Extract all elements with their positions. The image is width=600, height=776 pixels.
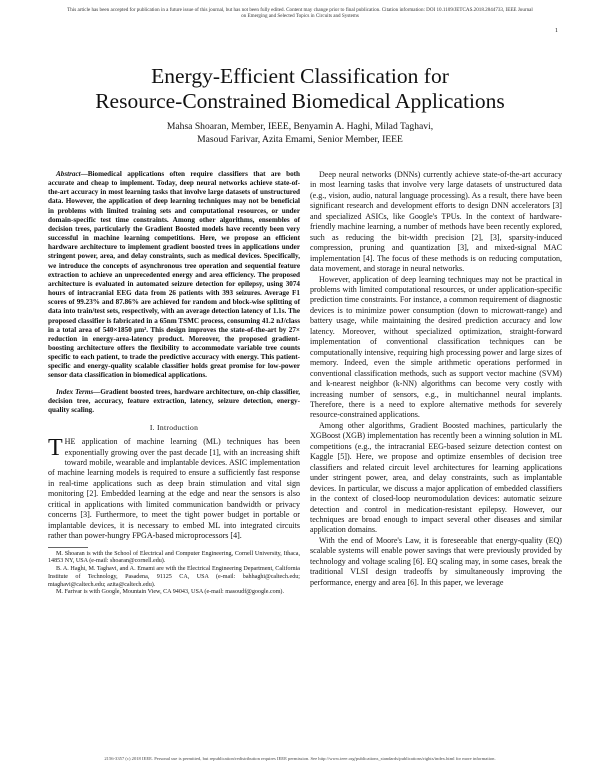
paragraph-constraints: However, application of deep learning techniques may not be practical in problems with limited computational resources, or under application-specific prediction time constraints. For instance, a common requirement of diagnostic devices is to minimize power consumption (down to microwatt-range) and battery usage, while maintaining the desired prediction accuracy and low latency. Moreover, without specialized optimization, straight-forward implementation of conventional classification techniques can be computationally intensive, requiring high processing power and large sizes of memory. Indeed, even the simple arithmetic operations performed in conventional classification methods, such as support vector machine (SVM) and k-nearest neighbor (k-NN) algorithms can become very costly with increasing number of sensors, e.g., in multichannel neural implants. Therefore, there is a need to explore alternative methods for severely resource-constrained applications. <box>310 274 562 420</box>
footnote-3: M. Farivar is with Google, Mountain View, CA 94043, USA (e-mail: masoudf@google.com). <box>56 589 284 596</box>
index-terms-label: Index Terms <box>56 387 94 396</box>
intro-paragraph-1 <box>48 437 300 542</box>
paragraph-energy-quality: With the end of Moore's Law, it is foreseeable that energy-quality (EQ) scalable systems will enable power savings that were previously provided by technology and voltage scaling [6]. EQ scaling may, in some cases, break the traditional VLSI design tradeoffs by simultaneously improving the performance, energy and area [6]. In this paper, we leverage <box>310 535 562 587</box>
section-heading-introduction: I. Introduction <box>149 423 199 433</box>
running-header-line-1: This article has been accepted for publication in a future issue of this journal, but has not been fully edited. Content may change prior to final publication. Citation information: DOI 10.1109/JETCAS.2018.2844733, IEEE Journal <box>67 7 533 13</box>
paragraph-dnn: Deep neural networks (DNNs) currently achieve state-of-the-art accuracy in most learning tasks that involve very large datasets of unstructured data (e.g., vision, audio, natural language processing). As a result, there have been significant research and development efforts to design DNN accelerators [3] and specialized ASICs, like Google's TPUs. In the context of hardware-friendly machine learning, a number of methods have been recently explored, such as reducing the bit-width precision [2], [3], sparsity-induced compression, pruning and quantization [3], and mixed-signal MAC implementation [4]. The focus of these methods is on reducing computation, data movement, and storage in neural networks. <box>310 170 562 274</box>
intro-first-word: HE <box>64 437 76 447</box>
running-header-line-2: on Emerging and Selected Topics in Circuits and Systems <box>241 13 359 20</box>
running-header <box>40 7 560 20</box>
abstract-label: Abstract <box>56 170 81 178</box>
author-line-1: Mahsa Shoaran, Member, IEEE, Benyamin A. Haghi, Milad Taghavi, <box>166 121 434 132</box>
left-column <box>48 170 300 597</box>
footnote-1: M. Shoaran is with the School of Electrical and Computer Engineering, Cornell University, Ithaca, 14853 NY, USA (e-mail: shoaran@cornell.edu). <box>48 550 300 565</box>
footnote-2: B. A. Haghi, M. Taghavi, and A. Emami are with the Electrical Engineering Department, California Institute of Technology, Pasadena, 91125 CA, USA (e-mail: bahhaghi@caltech.edu; mtaghavi@caltech.edu; azita@caltech.edu). <box>48 566 300 588</box>
paper-title <box>40 64 560 114</box>
intro-paragraph-1-text: application of machine learning (ML) techniques has been exponentially growing over the past decade [1], with an increasing shift toward mobile, wearable and implantable devices. ASIC implementation of machine learning models is required to ensure a sufficiently fast response in real-time applications such as deep brain stimulation and vital sign monitoring [2]. Embedded learning at the edge and near the sensors is also critical in applications with limited communication bandwidth or privacy concerns [3]. Furthermore, to meet the tight power budget in portable or implantable devices, it is necessary to embed ML into integrated circuits rather than power-hungry FPGA-based microprocessors [4]. <box>48 437 300 541</box>
drop-cap: T <box>48 435 63 462</box>
index-terms-text: —Gradient boosted trees, hardware architecture, on-chip classifier, decision tree, accuracy, feature extraction, latency, seizure detection, energy-quality scaling. <box>48 387 301 414</box>
copyright-footer: 2156-3357 (c) 2018 IEEE. Personal use is permitted, but republication/redistribution requires IEEE permission. See http://www.ieee.org/publications_standards/publications/rights/index.html for more information. <box>104 756 496 761</box>
index-terms <box>48 388 300 415</box>
footnote-divider <box>48 547 88 548</box>
paper-title-line-1: Energy-Efficient Classification for <box>151 64 449 88</box>
right-column <box>310 170 562 588</box>
author-line-2: Masoud Farivar, Azita Emami, Senior Member, IEEE <box>197 134 403 145</box>
abstract <box>48 170 300 381</box>
author-list <box>40 120 560 146</box>
page-number: 1 <box>555 28 558 34</box>
paper-title-line-2: Resource-Constrained Biomedical Applications <box>95 89 505 113</box>
paragraph-gradient-boosting: Among other algorithms, Gradient Boosted machines, particularly the XGBoost (XGB) implementation has recently been a winning solution in ML competitions (e.g., the intracranial EEG-based seizure detection contest on Kaggle [5]). Here, we propose and optimize ensembles of decision tree classifiers and related circuit level architectures for learning applications under stringent power, area, and delay constraints, such as implantable devices. In particular, we discuss a major application of embedded classifiers in the context of closed-loop neuromodulation devices: automatic seizure detection and control in medication-resistant epilepsy. However, our techniques are broad enough to impact several other diseases and similar application domains. <box>310 420 562 535</box>
abstract-text: —Biomedical applications often require classifiers that are both accurate and cheap to implement. Today, deep neural networks achieve state-of-the-art accuracy in most learning tasks that involve large datasets of unstructured data. However, the application of deep learning techniques may not be beneficial in problems with limited training sets and computational resources, or under domain-specific test time constraints. Among other algorithms, ensembles of decision trees, particularly the Gradient Boosted models have recently been very successful in machine learning competitions. Here, we propose an efficient hardware architecture to implement gradient boosted trees in applications under stringent power, area, and delay constraints, such as medical devices. Specifically, we introduce the concepts of asynchronous tree operation and sequential feature extraction to achieve an unprecedented energy and area efficiency. The proposed architecture is evaluated in automated seizure detection for epilepsy, using 3074 hours of intracranial EEG data from 26 patients with 393 seizures. Average F1 scores of 99.23% and 87.86% are achieved for random and block-wise splitting of data into train/test sets, respectively, with an average detection latency of 1.1s. The proposed classifier is fabricated in a 65nm TSMC process, consuming 41.2 nJ/class in a total area of 540×1850 μm². This design improves the state-of-the-art by 27× reduction in energy-area-latency product. Moreover, the proposed gradient-boosting architecture offers the flexibility to accommodate variable tree counts specific to each patient, to trade the predictive accuracy with energy. This patient-specific and energy-quality scalable classifier holds great promise for low-power sensor data classification in biomedical applications. <box>48 170 300 380</box>
